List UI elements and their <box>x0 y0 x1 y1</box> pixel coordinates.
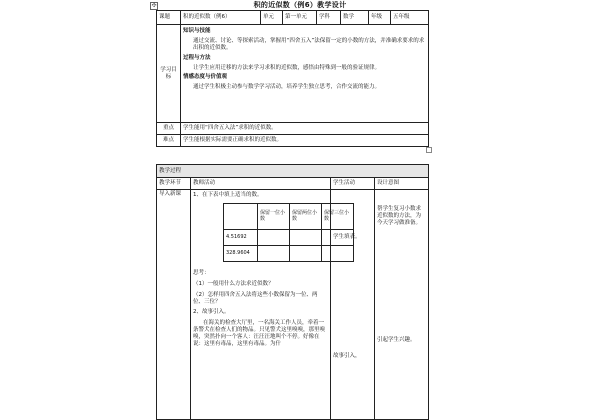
inner-header-2: 保留两位小数 <box>290 203 322 229</box>
document-title: 积的近似数（例6）教学设计 <box>253 1 347 9</box>
stage-intro: 导入新课 <box>157 190 191 420</box>
col-intent-header: 设计意图 <box>375 178 429 190</box>
think-heading: 思考： <box>193 269 210 276</box>
story-text: 在海关的检查大厅里，一名海关工作人员，牵着一条警犬在检查人们的物品。只见警犬这里嗅嗅，那里嗅嗅，突然扑向一个客人：汪汪汪地叫个不停。好像在说：这里有毒品，这里有毒品。为什 <box>193 320 326 347</box>
subject-label: 学科 <box>317 11 341 25</box>
col-teacher-header: 教师活动 <box>191 178 331 190</box>
think-question-2: （2）怎样用四舍五入法将这些小数保留为一位、两位、三位？ <box>193 291 318 305</box>
student-story-text: 故事引入， <box>333 352 361 359</box>
col-stage-header: 教学环节 <box>157 178 191 190</box>
difficulty-text: 学生能根据实际需要正确求积的近似数。 <box>181 135 429 147</box>
unit-label: 单元 <box>261 11 283 25</box>
story-heading: 2、故事引入。 <box>193 309 230 316</box>
intent-story-text: 引起学生兴趣。 <box>377 336 416 343</box>
teaching-process-table <box>156 164 429 420</box>
student-fill-text: 学生填表。 <box>333 234 361 240</box>
inner-cell[interactable] <box>258 229 290 245</box>
knowledge-text: 通过交流、讨论、等探索活动，掌握用“四舍五入”法保留一定的小数的方法，并准确求要求的求出积的近似数。 <box>193 37 425 51</box>
inner-corner <box>224 203 258 229</box>
knowledge-heading: 知识与技能 <box>183 28 211 34</box>
inner-row-2-label: 328.9604 <box>224 245 258 261</box>
emotion-text: 通过学生积极主动参与数学学习活动，培养学生独立思考，合作交流的能力。 <box>193 84 381 91</box>
unit-value: 第一单元 <box>283 11 317 25</box>
process-text: 让学生应用迁移的方法来学习求积的近似数，感悟由特殊到一般的验证规律。 <box>193 64 381 71</box>
inner-header-3: 保留三位小数 <box>322 203 354 229</box>
grade-value: 五年级 <box>391 11 429 25</box>
process-heading: 过程与方法 <box>183 54 211 61</box>
key-point-text: 学生能用“四舍五入法”求积的近似数。 <box>181 123 429 135</box>
design-intent <box>375 190 429 420</box>
student-activity <box>331 190 375 420</box>
lesson-info-table <box>156 10 429 147</box>
topic-value: 积的近似数（例6） <box>181 11 261 25</box>
col-student-header: 学生活动 <box>331 178 375 190</box>
inner-header-1: 保留一位小数 <box>258 203 290 229</box>
step1-text: 1、在下表中填上适当的数。 <box>193 192 263 198</box>
inner-cell[interactable] <box>290 229 322 245</box>
key-point-label: 重点 <box>157 123 181 135</box>
topic-label: 课题 <box>157 11 181 25</box>
intent-review-text: 帮学生复习小数求近似数的方法，为今天学习做准备。 <box>377 206 422 226</box>
difficulty-label: 难点 <box>157 135 181 147</box>
table-move-handle-icon[interactable]: ✣ <box>151 2 157 9</box>
grade-label: 年级 <box>369 11 391 25</box>
section-title: 教学过程 <box>157 165 429 178</box>
table-resize-handle-icon[interactable] <box>426 147 432 153</box>
inner-cell[interactable] <box>290 245 322 261</box>
emotion-heading: 情感态度与价值观 <box>183 74 228 81</box>
inner-cell[interactable] <box>258 245 290 261</box>
inner-row-1-label: 4.51692 <box>224 229 258 245</box>
think-question-1: （1）一般用什么方法求近似数？ <box>193 280 274 287</box>
goals-content <box>181 25 429 123</box>
subject-value: 数学 <box>341 11 369 25</box>
goals-label: 学习目标 <box>157 25 181 123</box>
